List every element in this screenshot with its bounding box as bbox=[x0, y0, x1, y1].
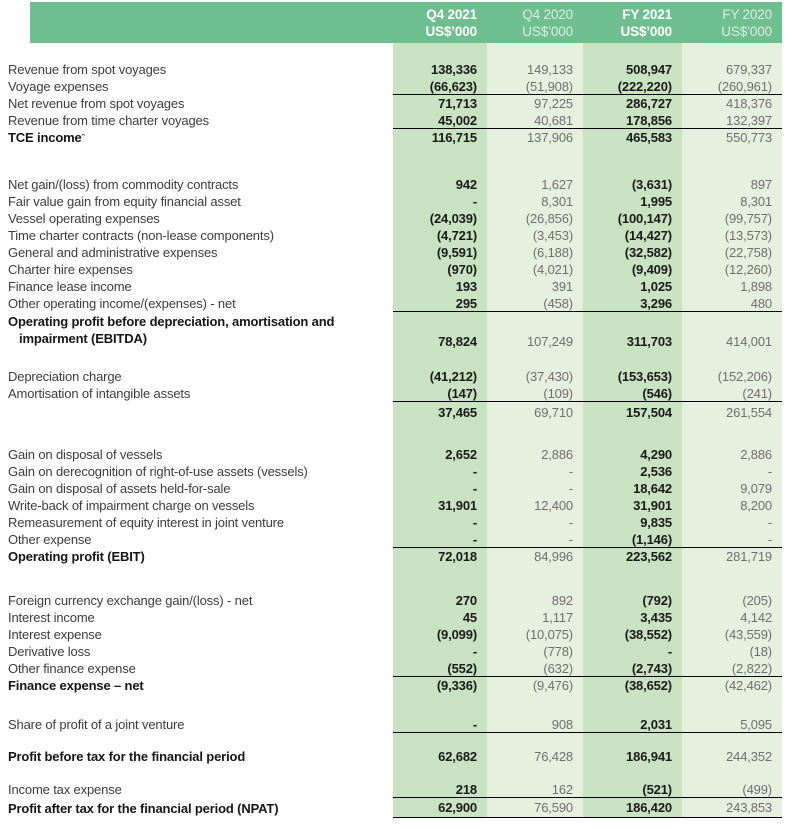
row-label: Amortisation of intangible assets bbox=[8, 386, 191, 401]
value-cell: 942 bbox=[393, 176, 487, 193]
row-label bbox=[0, 350, 393, 368]
value-cell: (521) bbox=[583, 781, 682, 798]
spacer-row bbox=[0, 422, 782, 446]
row-label bbox=[0, 146, 393, 176]
value-cell: 908 bbox=[487, 716, 583, 733]
row-label: Net gain/(loss) from commodity contracts bbox=[8, 177, 239, 192]
value-cell: (66,623) bbox=[393, 78, 487, 95]
value-cell: 418,376 bbox=[682, 95, 782, 112]
value-cell: (2,822) bbox=[682, 660, 782, 677]
row-label: General and administrative expenses bbox=[8, 245, 218, 260]
spacer-row bbox=[0, 694, 782, 716]
table-row bbox=[0, 278, 782, 295]
value-cell: - bbox=[583, 643, 682, 660]
value-cell: 2,536 bbox=[583, 463, 682, 480]
value-cell: 4,290 bbox=[583, 446, 682, 463]
value-cell bbox=[583, 146, 682, 176]
value-cell bbox=[393, 733, 487, 748]
value-cell: 45,002 bbox=[393, 112, 487, 129]
value-cell: (3,453) bbox=[487, 227, 583, 244]
table-row bbox=[0, 716, 782, 733]
value-cell: 223,562 bbox=[583, 548, 682, 565]
table-header bbox=[30, 2, 782, 43]
value-cell: 76,428 bbox=[487, 748, 583, 765]
table-row bbox=[0, 402, 782, 422]
value-cell: (205) bbox=[682, 592, 782, 609]
value-cell: 679,337 bbox=[682, 61, 782, 78]
row-label: Net revenue from spot voyages bbox=[8, 96, 185, 111]
value-cell: 132,397 bbox=[682, 112, 782, 129]
value-cell: 116,715 bbox=[393, 129, 487, 146]
value-cell bbox=[393, 565, 487, 592]
value-cell: (37,430) bbox=[487, 368, 583, 385]
table-row bbox=[0, 514, 782, 531]
value-cell: - bbox=[682, 531, 782, 548]
value-cell: - bbox=[682, 514, 782, 531]
table-row bbox=[0, 385, 782, 402]
table-row bbox=[0, 244, 782, 261]
row-label bbox=[0, 402, 393, 422]
value-cell: (153,653) bbox=[583, 368, 682, 385]
table-row bbox=[0, 643, 782, 660]
value-cell: (778) bbox=[487, 643, 583, 660]
value-cell: 62,900 bbox=[393, 798, 487, 818]
value-cell: 2,886 bbox=[487, 446, 583, 463]
value-cell: (9,099) bbox=[393, 626, 487, 643]
value-cell: (152,206) bbox=[682, 368, 782, 385]
value-cell: - bbox=[487, 480, 583, 497]
value-cell: (12,260) bbox=[682, 261, 782, 278]
value-cell: (38,552) bbox=[583, 626, 682, 643]
table-row bbox=[0, 368, 782, 385]
column-period: FY 2021 bbox=[622, 7, 672, 22]
value-cell: 84,996 bbox=[487, 548, 583, 565]
value-cell: 243,853 bbox=[682, 798, 782, 818]
value-cell: (24,039) bbox=[393, 210, 487, 227]
table-row bbox=[0, 677, 782, 694]
row-label: Fair value gain from equity financial asset bbox=[8, 194, 241, 209]
table-row bbox=[0, 176, 782, 193]
value-cell: (13,573) bbox=[682, 227, 782, 244]
value-cell: 31,901 bbox=[583, 497, 682, 514]
value-cell: - bbox=[487, 514, 583, 531]
value-cell: 2,031 bbox=[583, 716, 682, 733]
value-cell: (147) bbox=[393, 385, 487, 402]
value-cell: 311,703 bbox=[583, 312, 682, 350]
value-cell: 465,583 bbox=[583, 129, 682, 146]
value-cell: 4,142 bbox=[682, 609, 782, 626]
column-unit: US$’000 bbox=[721, 24, 772, 39]
value-cell bbox=[583, 565, 682, 592]
value-cell bbox=[393, 422, 487, 446]
column-header bbox=[583, 6, 682, 43]
value-cell: 1,898 bbox=[682, 278, 782, 295]
value-cell: (9,591) bbox=[393, 244, 487, 261]
value-cell: - bbox=[487, 463, 583, 480]
value-cell: 157,504 bbox=[583, 402, 682, 422]
value-cell: (3,631) bbox=[583, 176, 682, 193]
value-cell: 62,682 bbox=[393, 748, 487, 765]
value-cell bbox=[682, 422, 782, 446]
value-cell: 162 bbox=[487, 781, 583, 798]
value-cell: 78,824 bbox=[393, 312, 487, 350]
value-cell: (41,212) bbox=[393, 368, 487, 385]
column-header bbox=[682, 6, 782, 43]
row-label: Interest income bbox=[8, 610, 95, 625]
value-cell: (2,743) bbox=[583, 660, 682, 677]
row-label-line1: Operating profit before depreciation, amortisation and bbox=[8, 314, 335, 329]
value-cell: (22,758) bbox=[682, 244, 782, 261]
value-cell: (18) bbox=[682, 643, 782, 660]
column-period: Q4 2021 bbox=[426, 7, 477, 22]
value-cell bbox=[583, 733, 682, 748]
spacer-row bbox=[0, 350, 782, 368]
row-label: Finance lease income bbox=[8, 279, 132, 294]
value-cell: 45 bbox=[393, 609, 487, 626]
value-cell: - bbox=[393, 463, 487, 480]
row-label: Charter hire expenses bbox=[8, 262, 133, 277]
value-cell bbox=[487, 694, 583, 716]
value-cell: (109) bbox=[487, 385, 583, 402]
value-cell: 261,554 bbox=[682, 402, 782, 422]
value-cell bbox=[583, 43, 682, 61]
value-cell: (4,721) bbox=[393, 227, 487, 244]
value-cell: 137,906 bbox=[487, 129, 583, 146]
row-label: Gain on derecognition of right-of-use assets (vessels) bbox=[8, 464, 308, 479]
table-row bbox=[0, 463, 782, 480]
value-cell bbox=[682, 733, 782, 748]
column-header bbox=[487, 6, 583, 43]
table-row bbox=[0, 61, 782, 78]
row-label: Time charter contracts (non-lease components) bbox=[8, 228, 274, 243]
value-cell: 1,025 bbox=[583, 278, 682, 295]
table-row bbox=[0, 592, 782, 609]
value-cell bbox=[393, 694, 487, 716]
value-cell: 72,018 bbox=[393, 548, 487, 565]
value-cell: (4,021) bbox=[487, 261, 583, 278]
value-cell bbox=[487, 146, 583, 176]
column-period: Q4 2020 bbox=[522, 7, 573, 22]
value-cell: (38,652) bbox=[583, 677, 682, 694]
value-cell: - bbox=[393, 716, 487, 733]
value-cell: 12,400 bbox=[487, 497, 583, 514]
value-cell: 892 bbox=[487, 592, 583, 609]
value-cell: (43,559) bbox=[682, 626, 782, 643]
value-cell: (9,409) bbox=[583, 261, 682, 278]
value-cell: - bbox=[393, 480, 487, 497]
row-label: Remeasurement of equity interest in joint venture bbox=[8, 515, 284, 530]
table-row bbox=[0, 446, 782, 463]
value-cell: (10,075) bbox=[487, 626, 583, 643]
value-cell: (1,146) bbox=[583, 531, 682, 548]
row-label bbox=[0, 43, 393, 61]
table-row bbox=[0, 95, 782, 112]
value-cell bbox=[682, 565, 782, 592]
value-cell bbox=[583, 694, 682, 716]
value-cell: - bbox=[487, 531, 583, 548]
statement-table bbox=[0, 43, 782, 818]
value-cell: - bbox=[393, 643, 487, 660]
value-cell bbox=[487, 350, 583, 368]
row-label: Other operating income/(expenses) - net bbox=[8, 296, 236, 311]
row-label: Income tax expense bbox=[8, 782, 122, 797]
value-cell bbox=[487, 565, 583, 592]
value-cell: (6,188) bbox=[487, 244, 583, 261]
row-label bbox=[0, 565, 393, 592]
spacer-row bbox=[0, 733, 782, 748]
value-cell: (14,427) bbox=[583, 227, 682, 244]
value-cell: (632) bbox=[487, 660, 583, 677]
value-cell bbox=[682, 694, 782, 716]
row-label: Gain on disposal of assets held-for-sale bbox=[8, 481, 231, 496]
value-cell: (42,462) bbox=[682, 677, 782, 694]
row-label: Revenue from time charter voyages bbox=[8, 113, 209, 128]
value-cell: (970) bbox=[393, 261, 487, 278]
value-cell: (499) bbox=[682, 781, 782, 798]
value-cell: 71,713 bbox=[393, 95, 487, 112]
value-cell: 897 bbox=[682, 176, 782, 193]
value-cell: 8,200 bbox=[682, 497, 782, 514]
value-cell: - bbox=[393, 514, 487, 531]
value-cell: (32,582) bbox=[583, 244, 682, 261]
table-row bbox=[0, 531, 782, 548]
value-cell: 18,642 bbox=[583, 480, 682, 497]
value-cell: 244,352 bbox=[682, 748, 782, 765]
value-cell bbox=[393, 43, 487, 61]
row-label: Share of profit of a joint venture bbox=[8, 717, 185, 732]
row-label bbox=[0, 733, 393, 748]
row-label: Foreign currency exchange gain/(loss) - net bbox=[8, 593, 253, 608]
table-row bbox=[0, 497, 782, 514]
table-row bbox=[0, 112, 782, 129]
value-cell: (9,476) bbox=[487, 677, 583, 694]
value-cell: 3,435 bbox=[583, 609, 682, 626]
row-label bbox=[0, 694, 393, 716]
value-cell: - bbox=[682, 463, 782, 480]
value-cell bbox=[583, 422, 682, 446]
table-row bbox=[0, 261, 782, 278]
row-label: TCE income ˆ bbox=[8, 130, 85, 145]
value-cell: 193 bbox=[393, 278, 487, 295]
value-cell: (241) bbox=[682, 385, 782, 402]
row-label: Other expense bbox=[8, 532, 92, 547]
value-cell: 1,627 bbox=[487, 176, 583, 193]
value-cell: 178,856 bbox=[583, 112, 682, 129]
value-cell: 40,681 bbox=[487, 112, 583, 129]
value-cell bbox=[393, 350, 487, 368]
value-cell: 550,773 bbox=[682, 129, 782, 146]
spacer-row bbox=[0, 43, 782, 61]
value-cell bbox=[487, 733, 583, 748]
value-cell: 281,719 bbox=[682, 548, 782, 565]
row-label: Depreciation charge bbox=[8, 369, 122, 384]
value-cell bbox=[682, 350, 782, 368]
row-label bbox=[0, 312, 393, 350]
value-cell: (552) bbox=[393, 660, 487, 677]
table-row bbox=[0, 193, 782, 210]
column-period: FY 2020 bbox=[722, 7, 772, 22]
value-cell: 2,886 bbox=[682, 446, 782, 463]
value-cell: 9,835 bbox=[583, 514, 682, 531]
value-cell: 107,249 bbox=[487, 312, 583, 350]
value-cell: 149,133 bbox=[487, 61, 583, 78]
value-cell bbox=[487, 422, 583, 446]
value-cell: (9,336) bbox=[393, 677, 487, 694]
value-cell bbox=[487, 765, 583, 781]
value-cell: 186,420 bbox=[583, 798, 682, 818]
table-row bbox=[0, 295, 782, 312]
table-row bbox=[0, 312, 782, 350]
value-cell: 97,225 bbox=[487, 95, 583, 112]
row-label: Profit after tax for the financial period (NPAT) bbox=[8, 800, 279, 816]
value-cell: 3,296 bbox=[583, 295, 682, 312]
row-label: Profit before tax for the financial period bbox=[8, 749, 246, 764]
value-cell: 5,095 bbox=[682, 716, 782, 733]
value-cell: (792) bbox=[583, 592, 682, 609]
row-label: Write-back of impairment charge on vessels bbox=[8, 498, 255, 513]
value-cell bbox=[682, 43, 782, 61]
value-cell: (99,757) bbox=[682, 210, 782, 227]
row-label: Interest expense bbox=[8, 627, 102, 642]
value-cell: 138,336 bbox=[393, 61, 487, 78]
value-cell: - bbox=[393, 193, 487, 210]
row-label bbox=[0, 765, 393, 781]
row-label: Voyage expenses bbox=[8, 79, 109, 94]
row-label: Finance expense – net bbox=[8, 678, 144, 693]
value-cell bbox=[393, 765, 487, 781]
value-cell bbox=[487, 43, 583, 61]
value-cell: (100,147) bbox=[583, 210, 682, 227]
value-cell: 31,901 bbox=[393, 497, 487, 514]
value-cell bbox=[682, 765, 782, 781]
row-label: Revenue from spot voyages bbox=[8, 62, 167, 77]
value-cell: 2,652 bbox=[393, 446, 487, 463]
value-cell: 391 bbox=[487, 278, 583, 295]
value-cell: 218 bbox=[393, 781, 487, 798]
value-cell bbox=[583, 765, 682, 781]
value-cell: 8,301 bbox=[487, 193, 583, 210]
value-cell: 8,301 bbox=[682, 193, 782, 210]
value-cell: 9,079 bbox=[682, 480, 782, 497]
value-cell: 69,710 bbox=[487, 402, 583, 422]
table-row bbox=[0, 781, 782, 798]
table-row bbox=[0, 227, 782, 244]
value-cell: 286,727 bbox=[583, 95, 682, 112]
table-row bbox=[0, 480, 782, 497]
row-label: Operating profit (EBIT) bbox=[8, 549, 145, 564]
value-cell: 76,590 bbox=[487, 798, 583, 818]
value-cell: 186,941 bbox=[583, 748, 682, 765]
table-row bbox=[0, 798, 782, 818]
row-label-line2: impairment (EBITDA) bbox=[19, 331, 147, 346]
row-label: Derivative loss bbox=[8, 644, 91, 659]
value-cell: 1,995 bbox=[583, 193, 682, 210]
table-row bbox=[0, 129, 782, 146]
column-unit: US$’000 bbox=[620, 24, 672, 39]
value-cell: (51,908) bbox=[487, 78, 583, 95]
value-cell: (458) bbox=[487, 295, 583, 312]
spacer-row bbox=[0, 146, 782, 176]
value-cell bbox=[583, 350, 682, 368]
value-cell bbox=[393, 146, 487, 176]
table-row bbox=[0, 548, 782, 565]
value-cell: 37,465 bbox=[393, 402, 487, 422]
value-cell: 480 bbox=[682, 295, 782, 312]
spacer-row bbox=[0, 565, 782, 592]
row-label bbox=[0, 422, 393, 446]
row-label: Gain on disposal of vessels bbox=[8, 447, 163, 462]
column-header bbox=[393, 6, 487, 43]
table-row bbox=[0, 626, 782, 643]
table-row bbox=[0, 748, 782, 765]
table-row bbox=[0, 660, 782, 677]
row-label: Vessel operating expenses bbox=[8, 211, 160, 226]
column-unit: US$’000 bbox=[522, 24, 573, 39]
value-cell: (222,220) bbox=[583, 78, 682, 95]
table-row bbox=[0, 78, 782, 95]
value-cell: 295 bbox=[393, 295, 487, 312]
value-cell: 414,001 bbox=[682, 312, 782, 350]
table-row bbox=[0, 609, 782, 626]
value-cell: (260,961) bbox=[682, 78, 782, 95]
table-row bbox=[0, 210, 782, 227]
value-cell: 270 bbox=[393, 592, 487, 609]
value-cell: 508,947 bbox=[583, 61, 682, 78]
value-cell: 1,117 bbox=[487, 609, 583, 626]
column-unit: US$’000 bbox=[425, 24, 477, 39]
value-cell: - bbox=[393, 531, 487, 548]
value-cell: (546) bbox=[583, 385, 682, 402]
spacer-row bbox=[0, 765, 782, 781]
value-cell: (26,856) bbox=[487, 210, 583, 227]
row-label: Other finance expense bbox=[8, 661, 136, 676]
value-cell bbox=[682, 146, 782, 176]
